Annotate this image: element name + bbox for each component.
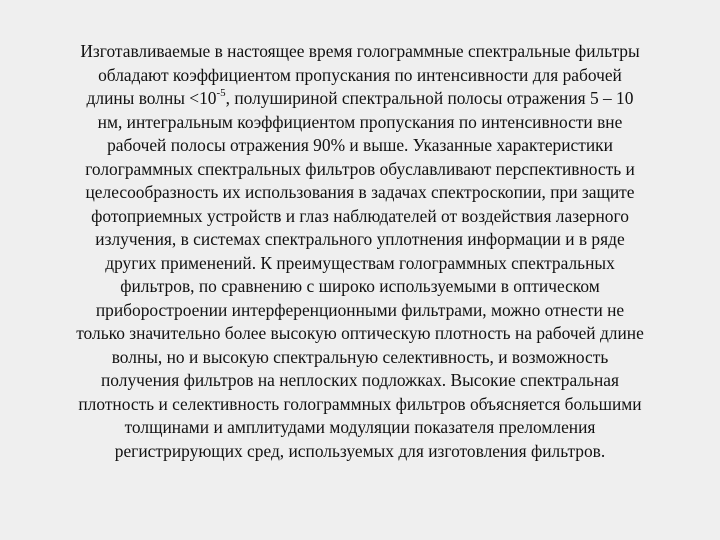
exponent-superscript: -5 — [216, 87, 226, 100]
text-line-17: толщинами и амплитудами модуляции показателя преломления — [124, 417, 596, 437]
text-line-16: плотность и селективность голограммных фильтров объясняется большими — [78, 393, 642, 414]
text-line-9: излучения, в системах спектрального уплотнения информации и в ряде — [95, 229, 625, 249]
text-line-10: других применений. К преимуществам голограммных спектральных — [105, 252, 615, 273]
text-line-3-end: , полушириной спектральной полосы отражения 5 – 10 — [225, 88, 634, 108]
text-line-11: фильтров, по сравнению с широко используемыми в оптическом — [120, 276, 600, 296]
text-line-14: волны, но и высокую спектральную селективность, и возможность — [111, 346, 609, 367]
text-line-13: только значительно более высокую оптическую плотность на рабочей длине — [76, 323, 644, 343]
text-line-3-start: длины волны <10 — [86, 88, 217, 108]
text-line-15: получения фильтров на неплоских подложках. Высокие спектральная — [101, 370, 619, 390]
text-line-6: голограммных спектральных фильтров обуславливают перспективность и — [85, 158, 635, 179]
text-line-12: приборостроении интерференционными фильтрами, можно отнести не — [95, 299, 625, 320]
text-line-2: обладают коэффициентом пропускания по интенсивности для рабочей — [98, 64, 622, 85]
text-line-7: целесообразность их использования в задачах спектроскопии, при защите — [85, 182, 635, 202]
text-line-5: рабочей полосы отражения 90% и выше. Указанные характеристики — [107, 135, 613, 155]
text-line-8: фотоприемных устройств и глаз наблюдателей от воздействия лазерного — [91, 205, 629, 226]
body-paragraph — [22, 40, 698, 463]
text-line-4: нм, интегральным коэффициентом пропускания по интенсивности вне — [97, 111, 623, 132]
text-line-18: регистрирующих сред, используемых для изготовления фильтров. — [114, 440, 606, 461]
text-line-1: Изготавливаемые в настоящее время голограммные спектральные фильтры — [80, 41, 640, 61]
text-line-3 — [22, 87, 698, 111]
